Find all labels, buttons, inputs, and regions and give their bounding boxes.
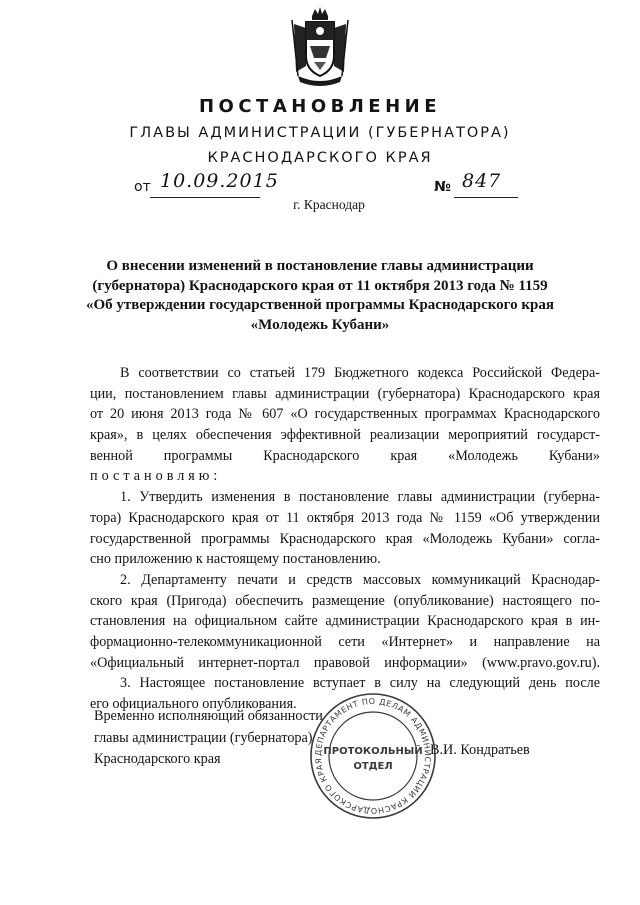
body-line: края», в целях обеспечения эффективной реализации мероприятий государст- [90, 427, 600, 444]
issuer-line-1: ГЛАВЫ АДМИНИСТРАЦИИ (ГУБЕРНАТОРА) [129, 125, 511, 141]
signatory-position [94, 706, 323, 771]
title-line: О внесении изменений в постановление главы администрации [106, 258, 534, 274]
document-title [86, 257, 554, 335]
stamp-center-line-1: ПРОТОКОЛЬНЫЙ [323, 746, 423, 757]
title-line: «Об утверждении государственной программы Краснодарского края [86, 297, 554, 313]
document-body [90, 363, 600, 715]
document-type-heading: ПОСТАНОВЛЕНИЕ [198, 96, 442, 117]
body-line: его официального опубликования. [90, 696, 297, 712]
body-line: государственной программы Краснодарского края «Молодежь Кубани» согла- [90, 530, 600, 547]
body-line: венной программы Краснодарского края «Молодежь Кубани» [90, 447, 600, 464]
body-line: ции, постановлением главы администрации (губернатора) Краснодарского края [90, 385, 600, 402]
body-line: 2. Департаменту печати и средств массовых коммуникаций Краснодар- [120, 571, 600, 588]
official-stamp [306, 692, 440, 820]
document-date: 10.09.2015 [160, 170, 279, 192]
body-line: от 20 июня 2013 года № 607 «О государственных программах Краснодарского [90, 406, 600, 423]
document-number: 847 [462, 170, 502, 192]
issuer-line-2: КРАСНОДАРСКОГО КРАЯ [207, 150, 433, 166]
stamp-center-line-2: ОТДЕЛ [353, 761, 393, 772]
title-line: «Молодежь Кубани» [250, 316, 390, 333]
date-prefix-label: от [134, 179, 151, 195]
signatory-position-line: главы администрации (губернатора) [94, 729, 313, 746]
body-line: «Официальный интернет-портал правовой информации» (www.pravo.gov.ru). [90, 654, 600, 671]
signatory-position-line: Временно исполняющий обязанности [94, 708, 323, 724]
body-line: тора) Краснодарского края от 11 октября 2013 года № 1159 «Об утверждении [90, 509, 600, 526]
signatory-position-line: Краснодарского края [94, 751, 221, 767]
number-prefix-label: № [434, 179, 451, 195]
city-label: г. Краснодар [293, 197, 365, 212]
stamp-ring-text: ДЕПАРТАМЕНТ ПО ДЕЛАМ АДМИНИСТРАЦИИ КРАСНОДАРСКОГО КРАЯ [313, 696, 433, 816]
body-line: 3. Настоящее постановление вступает в силу на следующий день после [120, 675, 600, 692]
body-line: 1. Утвердить изменения в постановление главы администрации (губерна- [120, 489, 600, 506]
body-line-decree: постановляю: [90, 468, 222, 485]
body-line: сно приложению к настоящему постановлению. [90, 551, 381, 568]
signatory-name: В.И. Кондратьев [430, 742, 530, 758]
body-line: становления на официальном сайте администрации Краснодарского края в ин- [90, 613, 600, 630]
title-line: (губернатора) Краснодарского края от 11 октября 2013 года № 1159 [92, 277, 548, 294]
body-line: формационно-телекоммуникационной сети «Интернет» и направление на [90, 633, 600, 650]
body-line: В соответствии со статьей 179 Бюджетного кодекса Российской Федера- [120, 365, 600, 381]
body-line: ского края (Пригода) обеспечить размещение (опубликование) настоящего по- [90, 592, 600, 609]
coat-of-arms-emblem [288, 6, 352, 88]
